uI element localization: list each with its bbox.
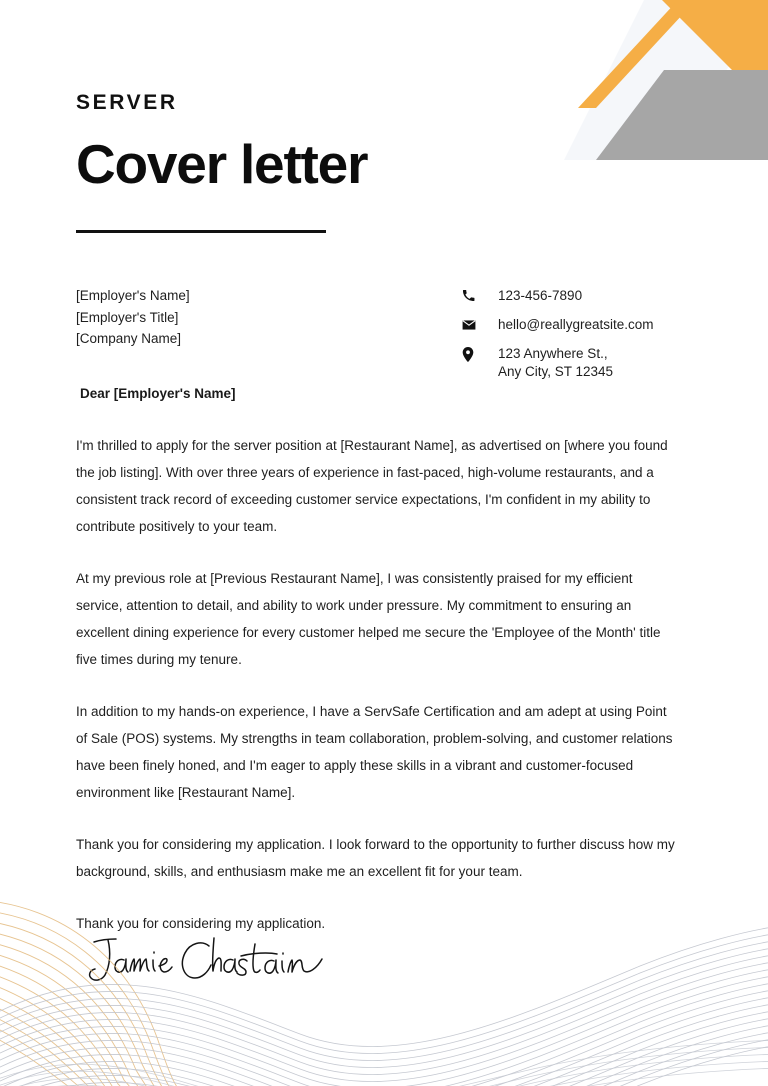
body-paragraph-1: I'm thrilled to apply for the server position at [Restaurant Name], as advertised on [where you found the job listing]. With over three years of experience in fast-paced, high-volume restaurants, and a consistent track record of exceeding customer service expectations, I'm confident in my ability to contribute positively to your team. — [76, 438, 668, 534]
recipient-name: [Employer's Name] — [76, 288, 190, 303]
letter-body — [76, 432, 676, 937]
page-title: Cover letter — [76, 133, 368, 195]
job-role-eyebrow: SERVER — [76, 91, 178, 114]
body-paragraph-2: At my previous role at [Previous Restaurant Name], I was consistently praised for my efficient service, attention to detail, and ability to work under pressure. My commitment to ensuring an excellent dining experience for every customer helped me secure the 'Employee of the Month' title five times during my tenure. — [76, 571, 661, 667]
info-row — [76, 285, 692, 381]
phone-icon — [462, 287, 484, 302]
title-divider — [76, 230, 326, 233]
body-paragraph-4: Thank you for considering my application. I look forward to the opportunity to further discuss how my background, skills, and enthusiasm make me an excellent fit for your team. — [76, 837, 675, 879]
location-pin-icon — [462, 345, 484, 362]
letter-header — [76, 92, 696, 233]
contact-item-phone — [462, 287, 692, 305]
signature-mark — [78, 930, 338, 990]
orange-triangle — [662, 0, 768, 106]
recipient-block — [76, 285, 190, 381]
phone-number[interactable]: 123-456-7890 — [498, 288, 583, 303]
email-address[interactable]: hello@reallygreatsite.com — [498, 317, 654, 332]
contact-block — [462, 285, 692, 381]
body-paragraph-3: In addition to my hands-on experience, I have a ServSafe Certification and am adept at using Point of Sale (POS) systems. My strengths in team collaboration, problem-solving, and customer relations have been finely honed, and I'm eager to apply these skills in a vibrant and customer-focused environment like [Restaurant Name]. — [76, 704, 673, 800]
body-paragraph-5: Thank you for considering my application. — [76, 916, 326, 931]
recipient-company: [Company Name] — [76, 331, 182, 346]
salutation: Dear [Employer's Name] — [80, 386, 236, 401]
recipient-title: [Employer's Title] — [76, 309, 179, 325]
contact-item-address — [462, 345, 692, 381]
signature — [78, 930, 338, 990]
contact-item-email — [462, 316, 692, 334]
address-line-1: 123 Anywhere St., — [498, 346, 608, 361]
gray-wave-lines-lower — [0, 1040, 768, 1086]
postal-address — [484, 345, 613, 381]
envelope-icon — [462, 316, 484, 332]
address-line-2: Any City, ST 12345 — [498, 364, 614, 379]
